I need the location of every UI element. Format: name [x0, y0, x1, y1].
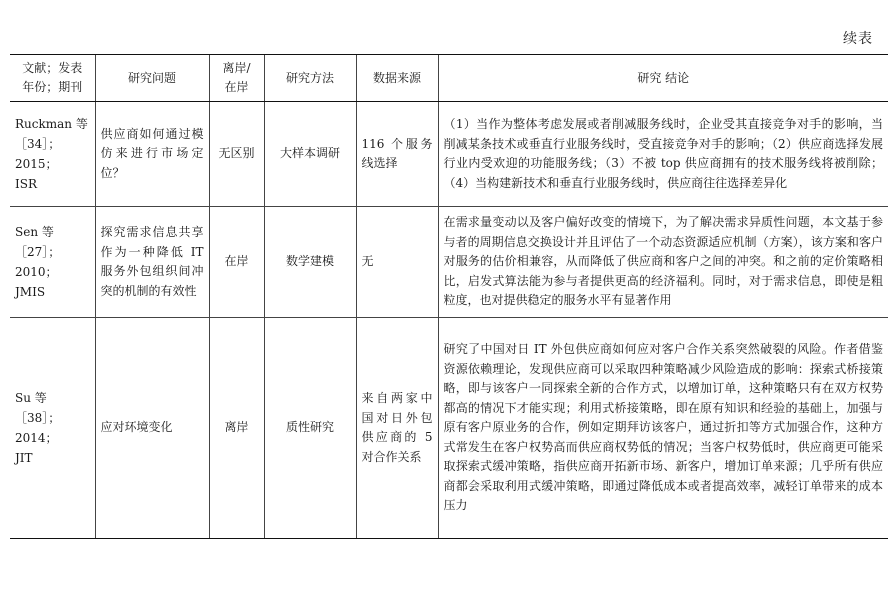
cell-question: 应对环境变化 — [95, 318, 209, 539]
header-source: 数据来源 — [356, 55, 438, 102]
header-literature: 文献；发表 年份；期刊 — [10, 55, 95, 102]
cell-source: 无 — [356, 207, 438, 318]
cell-question: 供应商如何通过模仿来进行市场定位？ — [95, 102, 209, 207]
continued-label: 续表 — [843, 31, 873, 47]
table-row — [10, 318, 888, 539]
cell-question: 探究需求信息共享作为一种降低 IT 服务外包组织间冲突的机制的有效性 — [95, 207, 209, 318]
cell-conclusion: 在需求量变动以及客户偏好改变的情境下，为了解决需求异质性问题，本文基于参与者的周期信息交换设计并且评估了一个动态资源适应机制（方案），该方案和客户对服务的估价相兼容，从而降低了供应商和客户之间的冲突。和之前的定价策略相比，启发式算法能为参与者提供更高的经济福利。同时，对于需求信息，即使是粗粒度，也对提供稳定的服务水平有显著作用 — [438, 207, 888, 318]
cell-method: 大样本调研 — [264, 102, 356, 207]
cell-method: 质性研究 — [264, 318, 356, 539]
cell-conclusion: 研究了中国对日 IT 外包供应商如何应对客户合作关系突然破裂的风险。作者借鉴资源依赖理论，发现供应商可以采取四种策略减少风险造成的影响：探索式桥接策略，即与该客户一同探索全新的合作方式，以增加订单，这种策略只有在双方权势都高的情况下才能实现；利用式桥接策略，即在原有知识和经验的基础上，加强与原有客户原业务的合作，例如定期拜访该客户，通过折扣等方式加强合作，这种方式常发生在客户权势高而供应商权势低的情况；当客户权势低时，供应商更可能采取探索式缓冲策略，指供应商开拓新市场、新客户，增加订单来源；几乎所有供应商都会采取利用式缓冲策略，即通过降低成本或者提高效率，减轻订单带来的成本压力 — [438, 318, 888, 539]
header-row — [10, 55, 888, 102]
cell-source: 116 个服务线选择 — [356, 102, 438, 207]
table-row — [10, 102, 888, 207]
header-method: 研究方法 — [264, 55, 356, 102]
header-question: 研究问题 — [95, 55, 209, 102]
table-row — [10, 207, 888, 318]
cell-location: 无区别 — [209, 102, 264, 207]
cell-location: 离岸 — [209, 318, 264, 539]
cell-literature: Su 等［38］； 2014； JIT — [10, 318, 95, 539]
literature-table — [10, 54, 888, 539]
header-conclusion: 研究 结论 — [438, 55, 888, 102]
header-location: 离岸/ 在岸 — [209, 55, 264, 102]
cell-conclusion: （1）当作为整体考虑发展或者削减服务线时，企业受其直接竞争对手的影响，当削减某条技术或垂直行业服务线时，受直接竞争对手的影响；（2）供应商选择发展行业内受欢迎的功能服务线；（3）不被 top 供应商拥有的技术服务线将被削除；（4）当构建新技术和垂直行业服务线时，供应商往往选择差异化 — [438, 102, 888, 207]
cell-method: 数学建模 — [264, 207, 356, 318]
cell-literature: Ruckman 等 ［34］；2015； ISR — [10, 102, 95, 207]
cell-source: 来自两家中国对日外包供应商的 5 对合作关系 — [356, 318, 438, 539]
cell-literature: Sen 等［27］； 2010； JMIS — [10, 207, 95, 318]
cell-location: 在岸 — [209, 207, 264, 318]
